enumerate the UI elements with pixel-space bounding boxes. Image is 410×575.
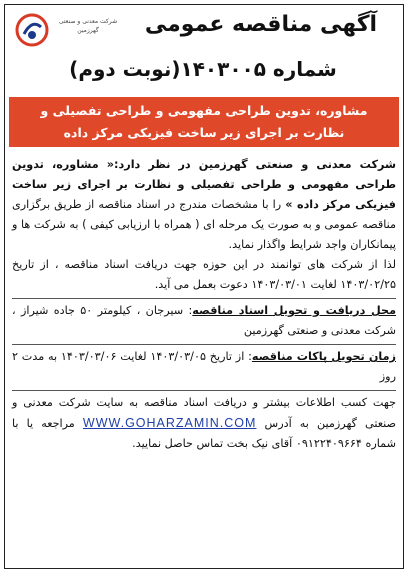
info-text: جهت کسب اطلاعات بیشتر و دریافت اسناد مناقصه به سایت شرکت معدنی و صنعتی گهرزمین به آدرس [12, 396, 396, 430]
banner-line-2: نظارت بر اجرای زیر ساخت فیزیکی مرکز داده [63, 125, 345, 140]
notice-number: شماره ۱۴۰۳۰۰۵(نوبت دوم) [69, 57, 337, 81]
company-logo-icon [15, 13, 49, 47]
company-logo [15, 11, 125, 53]
subject-banner [9, 97, 399, 147]
paragraph-invitation: لذا از شرکت های توانمند در این حوزه جهت دریافت اسناد مناقصه ، از تاریخ ۱۴۰۳/۰۲/۲۵ لغایت ۱۴۰۳/۰۳/۰۱ دعوت بعمل می آید. [12, 258, 396, 291]
contact-text: مراجعه یا با شماره ۰۹۱۲۲۴۰۹۶۶۴ آقای نیک بخت تماس حاصل نمایید. [12, 417, 396, 450]
paragraph-envelope [12, 347, 396, 387]
notice-title: آگهی مناقصه عمومی [144, 12, 378, 37]
divider [12, 390, 396, 391]
paragraph-info [12, 393, 396, 454]
divider [12, 298, 396, 299]
envelope-text: : از تاریخ ۱۴۰۳/۰۳/۰۵ لغایت ۱۴۰۳/۰۳/۰۶ به مدت ۲ روز [12, 350, 396, 383]
notice-body [5, 147, 403, 454]
intro-rest: را با مشخصات مندرج در اسناد مناقصه از طریق برگزاری مناقصه عمومی و به صورت یک مرحله ای ( همراه با ارزیابی کیفی ) به شرکت ها و پیمانکاران واجد شرایط واگذار نماید. [12, 198, 396, 251]
website-link[interactable]: WWW.GOHARZAMIN.COM [82, 416, 257, 430]
intro-text: شرکت معدنی و صنعتی گهرزمین در نظر دارد:« مشاوره، تدوین طراحی مفهومی و طراحی تفصیلی و نظارت بر اجرای زیر ساخت فیزیکی مرکز داده » [12, 158, 396, 211]
delivery-text: : سیرجان ، کیلومتر ۵۰ جاده شیراز ، شرکت معدنی و صنعتی گهرزمین [12, 304, 396, 337]
logo-text: شرکت معدنی و صنعتی گهرزمین [58, 18, 118, 34]
divider [12, 344, 396, 345]
notice-header [5, 5, 403, 93]
delivery-label: محل دریافت و تحویل اسناد مناقصه [192, 304, 397, 317]
banner-line-1: مشاوره، تدوین طراحی مفهومی و طراحی تفصیلی و [40, 103, 368, 118]
envelope-label: زمان تحویل پاکات مناقصه [251, 350, 396, 363]
tender-notice [4, 4, 404, 569]
paragraph-delivery [12, 301, 396, 341]
paragraph-intro [12, 155, 396, 255]
